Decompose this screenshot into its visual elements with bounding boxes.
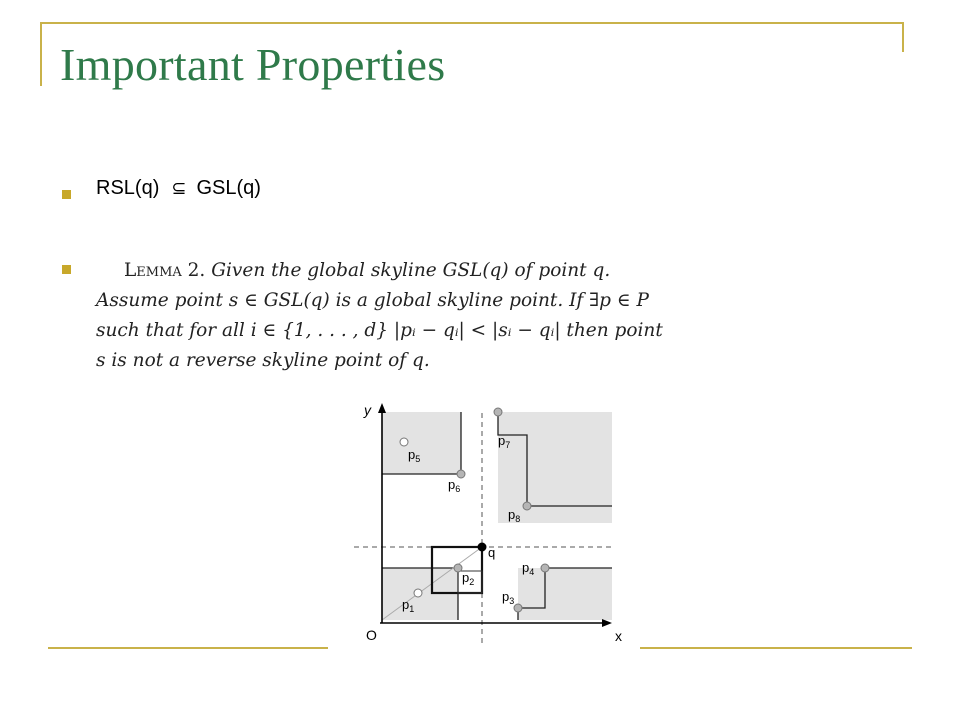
- point-p4: [541, 564, 549, 572]
- lemma-line-1: [96, 256, 796, 286]
- point-p3: [514, 604, 522, 612]
- lemma-line-3: such that for all i ∈ {1, . . . , d} |pᵢ − qᵢ| < |sᵢ − qᵢ| then point: [96, 320, 663, 341]
- point-q: [478, 543, 486, 551]
- point-p2: [454, 564, 462, 572]
- lemma-line-4: s is not a reverse skyline point of q.: [96, 350, 430, 371]
- point-p7: [494, 408, 502, 416]
- lemma-heading: Lemma 2.: [124, 260, 206, 281]
- region-upper-left: [382, 412, 461, 474]
- label-p6: $p_6$: [448, 477, 461, 494]
- point-p6: [457, 470, 465, 478]
- bullet-marker: [62, 265, 71, 274]
- subset-symbol: ⊆: [171, 178, 187, 199]
- label-p5: $p_5$: [408, 447, 421, 464]
- lemma-text: Given the global skyline GSL(q) of point q.: [211, 260, 611, 281]
- y-axis-arrow: [378, 403, 386, 413]
- point-p5: [400, 438, 408, 446]
- frame-bottom-left-line: [48, 647, 328, 649]
- slide-title: Important Properties: [60, 39, 446, 90]
- bullet-rsl-subset-gsl: [96, 177, 261, 200]
- frame-bottom-right-line: [640, 647, 912, 649]
- y-axis-label: y: [364, 402, 371, 418]
- frame-top-line: [40, 22, 904, 24]
- origin-label: O: [366, 627, 377, 643]
- bullet-marker: [62, 190, 71, 199]
- gsl-text: GSL(q): [196, 177, 261, 199]
- label-p4: $p_4$: [522, 560, 535, 577]
- label-p3: $p_3$: [502, 589, 515, 606]
- label-q: q: [488, 545, 496, 560]
- point-p1: [414, 589, 422, 597]
- point-p8: [523, 502, 531, 510]
- label-p8: $p_8$: [508, 507, 521, 524]
- rsl-text: RSL(q): [96, 177, 160, 199]
- lemma-line-2: Assume point s ∈ GSL(q) is a global skyline point. If ∃p ∈ P: [96, 290, 649, 311]
- x-axis-arrow: [602, 619, 612, 627]
- label-p1: $p_1$: [402, 597, 415, 614]
- skyline-diagram: [340, 395, 640, 647]
- label-p7: $p_7$: [498, 433, 511, 450]
- x-axis-label: x: [615, 628, 622, 644]
- label-p2: $p_2$: [462, 570, 475, 587]
- lemma-block: [96, 256, 796, 376]
- frame-left-line: [40, 22, 42, 86]
- frame-right-line: [902, 22, 904, 52]
